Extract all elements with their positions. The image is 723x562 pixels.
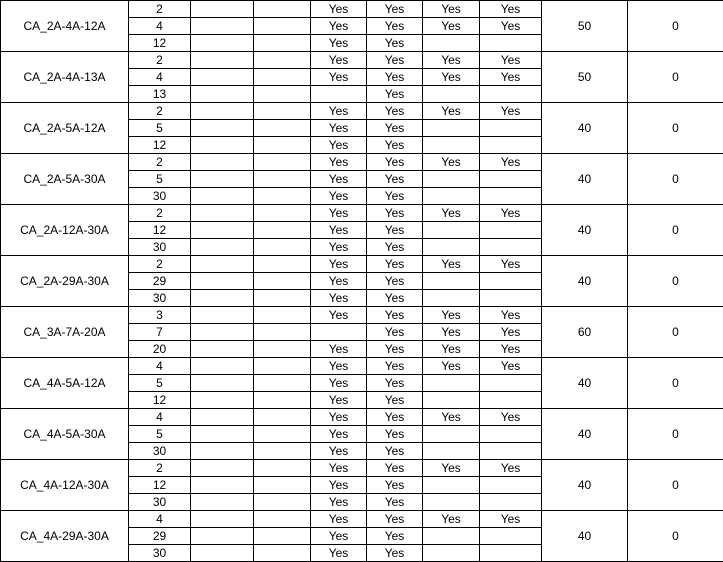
- band-number-cell: 30: [129, 443, 191, 460]
- band-number-cell: 2: [129, 256, 191, 273]
- support-flag-cell: [480, 273, 542, 290]
- empty-cell: [254, 103, 311, 120]
- support-flag-cell: Yes: [367, 375, 423, 392]
- support-flag-cell: Yes: [423, 409, 480, 426]
- support-flag-cell: Yes: [423, 52, 480, 69]
- ca-combination-cell: CA_2A-4A-12A: [1, 1, 129, 52]
- table-row: [1, 1, 723, 18]
- support-flag-cell: Yes: [311, 35, 367, 52]
- support-flag-cell: Yes: [311, 409, 367, 426]
- support-flag-cell: Yes: [311, 256, 367, 273]
- table-row: [1, 154, 723, 171]
- support-flag-cell: Yes: [480, 358, 542, 375]
- band-number-cell: 30: [129, 188, 191, 205]
- support-flag-cell: Yes: [367, 222, 423, 239]
- support-flag-cell: Yes: [423, 358, 480, 375]
- empty-cell: [254, 545, 311, 562]
- support-flag-cell: [480, 137, 542, 154]
- support-flag-cell: Yes: [367, 443, 423, 460]
- ca-combination-cell: CA_2A-4A-13A: [1, 52, 129, 103]
- value-cell-primary: 50: [542, 52, 628, 103]
- support-flag-cell: Yes: [367, 171, 423, 188]
- support-flag-cell: Yes: [423, 511, 480, 528]
- support-flag-cell: [480, 375, 542, 392]
- empty-cell: [254, 426, 311, 443]
- empty-cell: [254, 290, 311, 307]
- empty-cell: [254, 307, 311, 324]
- support-flag-cell: Yes: [480, 52, 542, 69]
- support-flag-cell: Yes: [367, 205, 423, 222]
- band-number-cell: 13: [129, 86, 191, 103]
- support-flag-cell: Yes: [367, 273, 423, 290]
- band-number-cell: 2: [129, 154, 191, 171]
- table-row: [1, 511, 723, 528]
- support-flag-cell: Yes: [423, 341, 480, 358]
- empty-cell: [254, 69, 311, 86]
- empty-cell: [191, 358, 254, 375]
- support-flag-cell: Yes: [311, 494, 367, 511]
- ca-combination-cell: CA_4A-5A-30A: [1, 409, 129, 460]
- support-flag-cell: [480, 290, 542, 307]
- support-flag-cell: [423, 426, 480, 443]
- support-flag-cell: Yes: [367, 86, 423, 103]
- support-flag-cell: Yes: [311, 171, 367, 188]
- support-flag-cell: Yes: [367, 1, 423, 18]
- band-number-cell: 5: [129, 120, 191, 137]
- empty-cell: [191, 239, 254, 256]
- support-flag-cell: Yes: [367, 35, 423, 52]
- band-number-cell: 5: [129, 171, 191, 188]
- support-flag-cell: Yes: [311, 137, 367, 154]
- support-flag-cell: Yes: [311, 426, 367, 443]
- empty-cell: [191, 494, 254, 511]
- value-cell-secondary: 0: [628, 307, 723, 358]
- value-cell-primary: 40: [542, 256, 628, 307]
- support-flag-cell: Yes: [423, 154, 480, 171]
- empty-cell: [254, 256, 311, 273]
- value-cell-secondary: 0: [628, 409, 723, 460]
- empty-cell: [191, 375, 254, 392]
- value-cell-primary: 60: [542, 307, 628, 358]
- support-flag-cell: [480, 443, 542, 460]
- empty-cell: [254, 460, 311, 477]
- empty-cell: [191, 86, 254, 103]
- support-flag-cell: Yes: [367, 511, 423, 528]
- ca-combination-cell: CA_2A-29A-30A: [1, 256, 129, 307]
- support-flag-cell: Yes: [480, 154, 542, 171]
- support-flag-cell: [480, 426, 542, 443]
- empty-cell: [191, 324, 254, 341]
- empty-cell: [191, 137, 254, 154]
- support-flag-cell: Yes: [367, 290, 423, 307]
- value-cell-secondary: 0: [628, 52, 723, 103]
- empty-cell: [191, 171, 254, 188]
- empty-cell: [191, 290, 254, 307]
- empty-cell: [191, 69, 254, 86]
- support-flag-cell: Yes: [311, 392, 367, 409]
- value-cell-secondary: 0: [628, 205, 723, 256]
- band-number-cell: 4: [129, 18, 191, 35]
- ca-combination-cell: CA_4A-12A-30A: [1, 460, 129, 511]
- empty-cell: [191, 18, 254, 35]
- empty-cell: [191, 256, 254, 273]
- value-cell-secondary: 0: [628, 154, 723, 205]
- band-number-cell: 2: [129, 460, 191, 477]
- support-flag-cell: Yes: [367, 494, 423, 511]
- support-flag-cell: Yes: [367, 188, 423, 205]
- empty-cell: [191, 222, 254, 239]
- empty-cell: [254, 511, 311, 528]
- band-number-cell: 4: [129, 358, 191, 375]
- support-flag-cell: [423, 528, 480, 545]
- support-flag-cell: [423, 188, 480, 205]
- support-flag-cell: Yes: [367, 52, 423, 69]
- support-flag-cell: Yes: [311, 103, 367, 120]
- support-flag-cell: [423, 375, 480, 392]
- band-number-cell: 3: [129, 307, 191, 324]
- support-flag-cell: Yes: [480, 1, 542, 18]
- value-cell-secondary: 0: [628, 1, 723, 52]
- support-flag-cell: [480, 545, 542, 562]
- band-number-cell: 7: [129, 324, 191, 341]
- band-number-cell: 2: [129, 1, 191, 18]
- support-flag-cell: [480, 239, 542, 256]
- support-flag-cell: [423, 86, 480, 103]
- support-flag-cell: [423, 239, 480, 256]
- empty-cell: [254, 494, 311, 511]
- empty-cell: [191, 35, 254, 52]
- band-number-cell: 2: [129, 52, 191, 69]
- support-flag-cell: Yes: [480, 341, 542, 358]
- empty-cell: [191, 477, 254, 494]
- support-flag-cell: Yes: [367, 18, 423, 35]
- value-cell-primary: 50: [542, 1, 628, 52]
- support-flag-cell: Yes: [311, 188, 367, 205]
- empty-cell: [254, 1, 311, 18]
- support-flag-cell: Yes: [367, 239, 423, 256]
- support-flag-cell: [480, 171, 542, 188]
- support-flag-cell: Yes: [311, 222, 367, 239]
- empty-cell: [191, 52, 254, 69]
- support-flag-cell: Yes: [480, 103, 542, 120]
- value-cell-primary: 40: [542, 154, 628, 205]
- empty-cell: [191, 409, 254, 426]
- support-flag-cell: Yes: [311, 120, 367, 137]
- ca-combination-cell: CA_2A-5A-12A: [1, 103, 129, 154]
- band-number-cell: 20: [129, 341, 191, 358]
- ca-combination-cell: CA_2A-12A-30A: [1, 205, 129, 256]
- support-flag-cell: [423, 222, 480, 239]
- value-cell-primary: 40: [542, 205, 628, 256]
- empty-cell: [191, 307, 254, 324]
- support-flag-cell: [423, 171, 480, 188]
- support-flag-cell: Yes: [480, 205, 542, 222]
- empty-cell: [254, 188, 311, 205]
- support-flag-cell: Yes: [480, 409, 542, 426]
- support-flag-cell: Yes: [311, 443, 367, 460]
- value-cell-primary: 40: [542, 460, 628, 511]
- value-cell-secondary: 0: [628, 256, 723, 307]
- empty-cell: [191, 460, 254, 477]
- support-flag-cell: Yes: [311, 511, 367, 528]
- table-row: [1, 460, 723, 477]
- value-cell-secondary: 0: [628, 358, 723, 409]
- support-flag-cell: Yes: [423, 18, 480, 35]
- support-flag-cell: Yes: [311, 460, 367, 477]
- support-flag-cell: [423, 273, 480, 290]
- support-flag-cell: Yes: [423, 1, 480, 18]
- support-flag-cell: Yes: [367, 477, 423, 494]
- support-flag-cell: [423, 120, 480, 137]
- ca-combination-cell: CA_3A-7A-20A: [1, 307, 129, 358]
- table-row: [1, 256, 723, 273]
- support-flag-cell: Yes: [367, 409, 423, 426]
- band-number-cell: 30: [129, 290, 191, 307]
- empty-cell: [254, 477, 311, 494]
- support-flag-cell: Yes: [311, 205, 367, 222]
- support-flag-cell: [423, 392, 480, 409]
- empty-cell: [254, 18, 311, 35]
- ca-combination-cell: CA_2A-5A-30A: [1, 154, 129, 205]
- empty-cell: [254, 154, 311, 171]
- support-flag-cell: Yes: [311, 18, 367, 35]
- empty-cell: [191, 188, 254, 205]
- support-flag-cell: Yes: [311, 341, 367, 358]
- support-flag-cell: [480, 120, 542, 137]
- table-row: [1, 52, 723, 69]
- support-flag-cell: [423, 477, 480, 494]
- support-flag-cell: Yes: [367, 358, 423, 375]
- empty-cell: [254, 120, 311, 137]
- empty-cell: [254, 341, 311, 358]
- support-flag-cell: Yes: [367, 528, 423, 545]
- empty-cell: [191, 426, 254, 443]
- band-number-cell: 12: [129, 35, 191, 52]
- band-number-cell: 4: [129, 409, 191, 426]
- empty-cell: [254, 35, 311, 52]
- support-flag-cell: Yes: [311, 528, 367, 545]
- support-flag-cell: Yes: [367, 103, 423, 120]
- support-flag-cell: Yes: [311, 52, 367, 69]
- empty-cell: [191, 205, 254, 222]
- support-flag-cell: Yes: [367, 545, 423, 562]
- support-flag-cell: [480, 188, 542, 205]
- empty-cell: [254, 205, 311, 222]
- support-flag-cell: Yes: [367, 392, 423, 409]
- support-flag-cell: [423, 443, 480, 460]
- table-row: [1, 358, 723, 375]
- value-cell-primary: 40: [542, 358, 628, 409]
- support-flag-cell: Yes: [367, 341, 423, 358]
- empty-cell: [254, 52, 311, 69]
- support-flag-cell: [311, 86, 367, 103]
- support-flag-cell: Yes: [311, 307, 367, 324]
- table-body: [1, 1, 723, 562]
- value-cell-primary: 40: [542, 103, 628, 154]
- support-flag-cell: Yes: [311, 477, 367, 494]
- band-number-cell: 5: [129, 375, 191, 392]
- table-row: [1, 409, 723, 426]
- support-flag-cell: [480, 222, 542, 239]
- support-flag-cell: Yes: [480, 256, 542, 273]
- support-flag-cell: Yes: [367, 256, 423, 273]
- band-number-cell: 4: [129, 511, 191, 528]
- support-flag-cell: Yes: [311, 69, 367, 86]
- support-flag-cell: Yes: [423, 205, 480, 222]
- empty-cell: [191, 120, 254, 137]
- empty-cell: [254, 528, 311, 545]
- empty-cell: [254, 222, 311, 239]
- ca-combination-cell: CA_4A-29A-30A: [1, 511, 129, 562]
- empty-cell: [191, 154, 254, 171]
- empty-cell: [191, 443, 254, 460]
- empty-cell: [191, 545, 254, 562]
- empty-cell: [191, 1, 254, 18]
- support-flag-cell: [480, 35, 542, 52]
- band-number-cell: 12: [129, 137, 191, 154]
- support-flag-cell: Yes: [480, 511, 542, 528]
- support-flag-cell: Yes: [311, 545, 367, 562]
- band-number-cell: 5: [129, 426, 191, 443]
- support-flag-cell: Yes: [423, 307, 480, 324]
- support-flag-cell: [311, 324, 367, 341]
- support-flag-cell: Yes: [311, 290, 367, 307]
- support-flag-cell: Yes: [480, 18, 542, 35]
- value-cell-secondary: 0: [628, 103, 723, 154]
- empty-cell: [254, 375, 311, 392]
- support-flag-cell: Yes: [367, 137, 423, 154]
- support-flag-cell: Yes: [311, 1, 367, 18]
- value-cell-primary: 40: [542, 511, 628, 562]
- empty-cell: [191, 511, 254, 528]
- support-flag-cell: Yes: [311, 358, 367, 375]
- support-flag-cell: [423, 35, 480, 52]
- empty-cell: [254, 239, 311, 256]
- support-flag-cell: Yes: [367, 460, 423, 477]
- empty-cell: [191, 103, 254, 120]
- support-flag-cell: [423, 290, 480, 307]
- ca-combination-cell: CA_4A-5A-12A: [1, 358, 129, 409]
- support-flag-cell: Yes: [367, 69, 423, 86]
- band-number-cell: 12: [129, 222, 191, 239]
- table-row: [1, 103, 723, 120]
- value-cell-secondary: 0: [628, 511, 723, 562]
- band-number-cell: 12: [129, 392, 191, 409]
- support-flag-cell: [423, 494, 480, 511]
- support-flag-cell: Yes: [367, 154, 423, 171]
- table-row: [1, 205, 723, 222]
- support-flag-cell: [423, 137, 480, 154]
- support-flag-cell: Yes: [367, 426, 423, 443]
- support-flag-cell: [480, 494, 542, 511]
- table-row: [1, 307, 723, 324]
- band-number-cell: 29: [129, 528, 191, 545]
- band-number-cell: 30: [129, 494, 191, 511]
- empty-cell: [254, 86, 311, 103]
- empty-cell: [254, 358, 311, 375]
- band-number-cell: 2: [129, 205, 191, 222]
- support-flag-cell: Yes: [311, 375, 367, 392]
- empty-cell: [191, 273, 254, 290]
- band-number-cell: 12: [129, 477, 191, 494]
- support-flag-cell: Yes: [423, 324, 480, 341]
- empty-cell: [191, 528, 254, 545]
- support-flag-cell: Yes: [423, 460, 480, 477]
- support-flag-cell: Yes: [367, 324, 423, 341]
- support-flag-cell: [480, 528, 542, 545]
- empty-cell: [254, 273, 311, 290]
- band-number-cell: 2: [129, 103, 191, 120]
- empty-cell: [254, 171, 311, 188]
- band-number-cell: 4: [129, 69, 191, 86]
- support-flag-cell: Yes: [367, 120, 423, 137]
- support-flag-cell: Yes: [311, 154, 367, 171]
- value-cell-primary: 40: [542, 409, 628, 460]
- support-flag-cell: Yes: [480, 324, 542, 341]
- empty-cell: [254, 392, 311, 409]
- support-flag-cell: Yes: [480, 69, 542, 86]
- empty-cell: [254, 409, 311, 426]
- band-number-cell: 30: [129, 239, 191, 256]
- support-flag-cell: [423, 545, 480, 562]
- support-flag-cell: Yes: [480, 460, 542, 477]
- support-flag-cell: Yes: [311, 273, 367, 290]
- empty-cell: [191, 341, 254, 358]
- support-flag-cell: [480, 86, 542, 103]
- support-flag-cell: [480, 477, 542, 494]
- support-flag-cell: Yes: [423, 69, 480, 86]
- band-number-cell: 29: [129, 273, 191, 290]
- empty-cell: [254, 137, 311, 154]
- empty-cell: [191, 392, 254, 409]
- empty-cell: [254, 443, 311, 460]
- support-flag-cell: Yes: [311, 239, 367, 256]
- support-flag-cell: Yes: [423, 103, 480, 120]
- value-cell-secondary: 0: [628, 460, 723, 511]
- band-number-cell: 30: [129, 545, 191, 562]
- empty-cell: [254, 324, 311, 341]
- support-flag-cell: Yes: [480, 307, 542, 324]
- support-flag-cell: Yes: [423, 256, 480, 273]
- support-flag-cell: [480, 392, 542, 409]
- support-flag-cell: Yes: [367, 307, 423, 324]
